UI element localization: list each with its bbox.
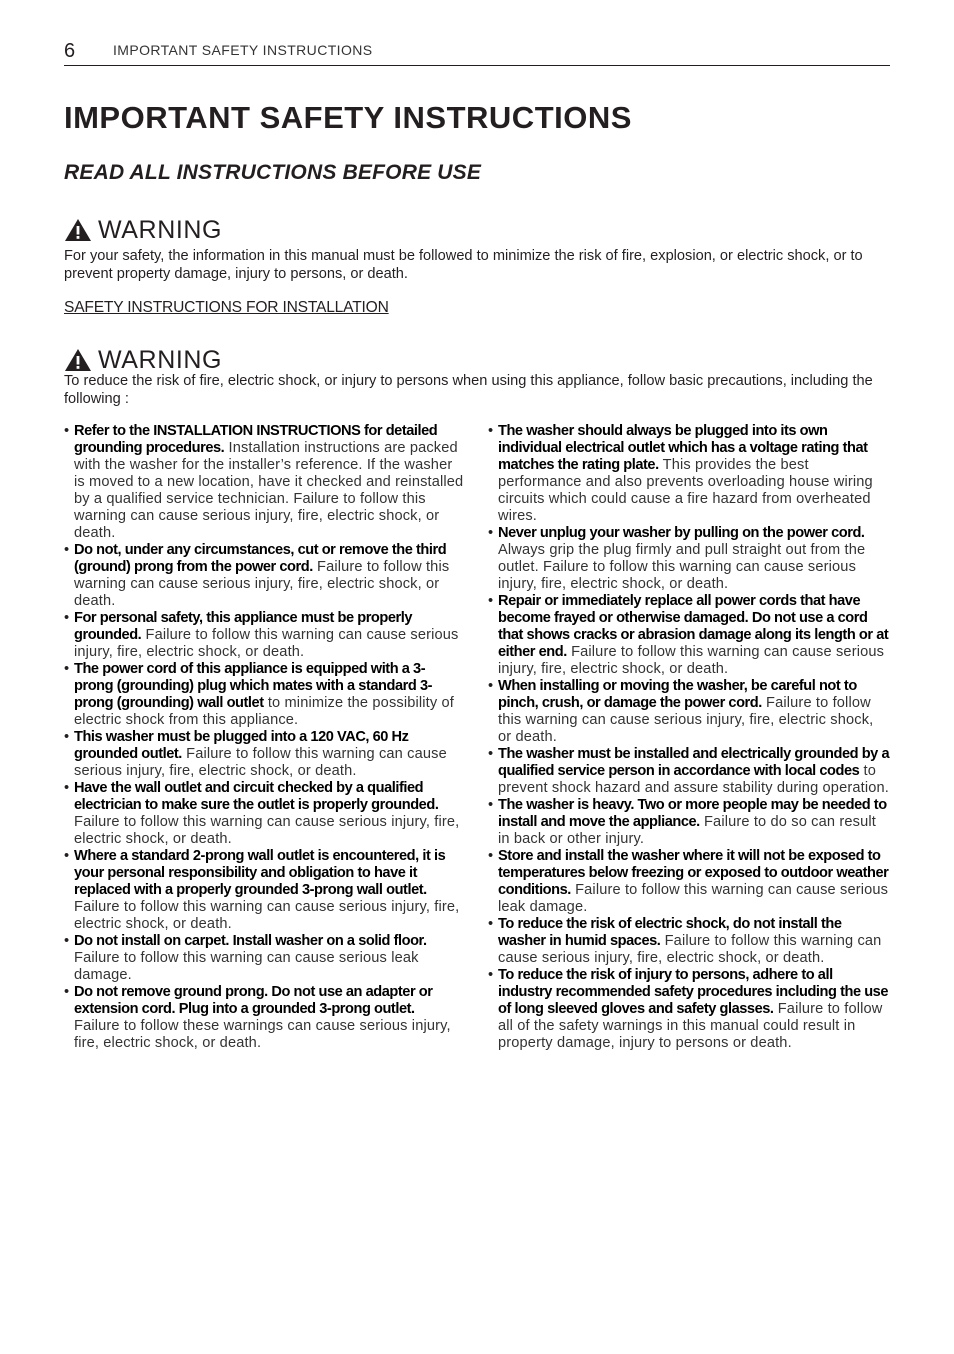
item-normal-text: Failure to follow this warning can cause serious injury, fire, electric shock, or death.	[74, 627, 459, 660]
item-normal-text: Always grip the plug firmly and pull straight out from the outlet. Failure to follow this warning can cause serious injury, fire, electric shock, or death.	[498, 542, 866, 592]
item-bold-text: To reduce the risk of injury to persons, adhere to all industry recommended safety procedures including the use of long sleeved gloves and safety glasses.	[498, 967, 889, 1017]
list-item	[64, 423, 464, 542]
item-normal-text: Failure to do so can result in back or other injury.	[498, 814, 876, 847]
warning-text-installation: To reduce the risk of fire, electric shock, or injury to persons when using this appliance, follow basic precautions, including the following :	[64, 373, 873, 407]
warning-triangle-icon	[64, 218, 92, 242]
item-normal-text: Failure to follow this warning can cause serious injury, fire, electric shock, or death.	[74, 899, 460, 932]
item-normal-text: Failure to follow this warning can cause serious injury, fire, electric shock, or death.	[74, 559, 450, 609]
warning-text-general: For your safety, the information in this manual must be followed to minimize the risk of fire, explosion, or electric shock, or to prevent property damage, injury to persons, or death.	[64, 248, 863, 282]
item-bold-text: To reduce the risk of electric shock, do not install the washer in humid spaces.	[498, 916, 842, 949]
item-bold-text: Store and install the washer where it will not be exposed to temperatures below freezing or exposed to outdoor weather conditions.	[498, 848, 889, 898]
list-item	[488, 797, 890, 848]
list-item	[64, 780, 464, 848]
list-item	[488, 593, 890, 678]
item-bold-text: When installing or moving the washer, be careful not to pinch, crush, or damage the power cord.	[498, 678, 857, 711]
warning-label: WARNING	[98, 216, 223, 244]
list-item	[64, 661, 464, 729]
page-header	[64, 38, 890, 66]
item-normal-text: Failure to follow this warning can cause serious injury, fire, electric shock, or death.	[498, 933, 882, 966]
item-bold-text: The washer should always be plugged into its own individual electrical outlet which has a voltage rating that matches the rating plate.	[498, 423, 868, 473]
item-normal-text: Failure to follow this warning can cause serious leak damage.	[74, 950, 419, 983]
item-bold-text: Where a standard 2-prong wall outlet is encountered, it is your personal responsibility and obligation to have it replaced with a properly grounded 3-prong wall outlet.	[74, 848, 446, 898]
list-item	[488, 525, 890, 593]
item-bold-text: The washer is heavy. Two or more people may be needed to install and move the appliance.	[498, 797, 887, 830]
page-subtitle: READ ALL INSTRUCTIONS BEFORE USE	[64, 161, 482, 184]
item-bold-text: The washer must be installed and electrically grounded by a qualified service person in accordance with local codes	[498, 746, 890, 779]
item-normal-text: Failure to follow this warning can cause serious leak damage.	[498, 882, 889, 915]
list-item	[64, 610, 464, 661]
warning-heading-general	[64, 214, 222, 246]
list-item	[488, 967, 890, 1052]
item-bold-text: Do not, under any circumstances, cut or remove the third (ground) prong from the power cord.	[74, 542, 447, 575]
item-bold-text: Refer to the INSTALLATION INSTRUCTIONS for detailed grounding procedures.	[74, 423, 438, 456]
page-number: 6	[64, 40, 76, 62]
item-bold-text: Do not install on carpet. Install washer on a solid floor.	[74, 933, 427, 949]
item-normal-text: Installation instructions are packed with the washer for the installer’s reference. If the washer is moved to a new location, have it checked and reinstalled by a qualified service technician. Failure to follow this warning can cause serious injury, fire, electric shock, or death.	[74, 440, 464, 541]
item-normal-text: Failure to follow this warning can cause serious injury, fire, electric shock, or death.	[498, 644, 885, 677]
item-normal-text: Failure to follow these warnings can cause serious injury, fire, electric shock, or death.	[74, 1018, 451, 1051]
page-title: IMPORTANT SAFETY INSTRUCTIONS	[64, 100, 632, 135]
list-item	[64, 542, 464, 610]
warning-triangle-icon	[64, 348, 92, 372]
list-item	[64, 729, 464, 780]
item-bold-text: The power cord of this appliance is equipped with a 3-prong (grounding) plug which mates with a standard 3-prong (grounding) wall outlet	[74, 661, 433, 711]
item-normal-text: This provides the best performance and also prevents overloading house wiring circuits which could cause a fire hazard from overheated wires.	[498, 457, 873, 524]
item-bold-text: Repair or immediately replace all power cords that have become frayed or otherwise damaged. Do not use a cord that shows cracks or abrasion damage along its length or at either end.	[498, 593, 889, 660]
instructions-left-column	[64, 423, 464, 1052]
list-item	[488, 848, 890, 916]
item-bold-text: This washer must be plugged into a 120 VAC, 60 Hz grounded outlet.	[74, 729, 409, 762]
section-heading-installation: SAFETY INSTRUCTIONS FOR INSTALLATION	[64, 299, 389, 316]
list-item	[488, 746, 890, 797]
item-normal-text: to minimize the possibility of electric shock from this appliance.	[74, 695, 454, 728]
item-normal-text: Failure to follow this warning can cause serious injury, fire, electric shock, or death.	[74, 746, 447, 779]
running-head: IMPORTANT SAFETY INSTRUCTIONS	[113, 42, 373, 58]
item-bold-text: Have the wall outlet and circuit checked by a qualified electrician to make sure the outlet is properly grounded.	[74, 780, 439, 813]
list-item	[488, 423, 890, 525]
item-normal-text: Failure to follow all of the safety warnings in this manual could result in property damage, injury to persons or death.	[498, 1001, 883, 1051]
list-item	[488, 678, 890, 746]
item-normal-text: Failure to follow this warning can cause serious injury, fire, electric shock, or death.	[498, 695, 874, 745]
warning-label: WARNING	[98, 346, 223, 374]
list-item	[64, 933, 464, 984]
list-item	[488, 916, 890, 967]
instructions-right-column	[488, 423, 890, 1052]
item-normal-text: to prevent shock hazard and assure stability during operation.	[498, 763, 889, 796]
item-bold-text: Do not remove ground prong. Do not use an adapter or extension cord. Plug into a grounded 3-prong outlet.	[74, 984, 433, 1017]
item-bold-text: For personal safety, this appliance must be properly grounded.	[74, 610, 413, 643]
item-bold-text: Never unplug your washer by pulling on the power cord.	[498, 525, 865, 541]
item-normal-text: Failure to follow this warning can cause serious injury, fire, electric shock, or death.	[74, 814, 460, 847]
list-item	[64, 984, 464, 1052]
list-item	[64, 848, 464, 933]
